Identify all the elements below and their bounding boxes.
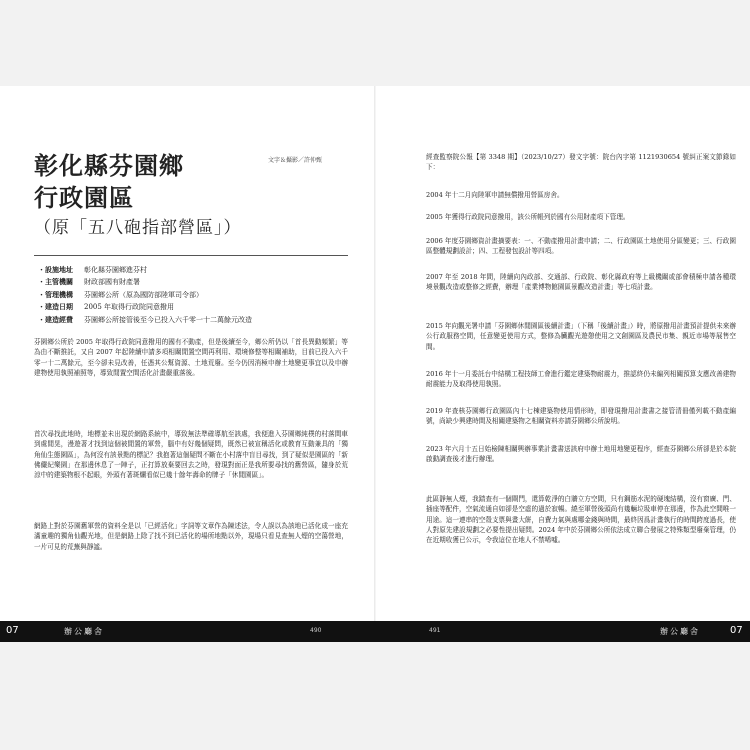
article-title [34,150,184,214]
fact-value: 彰化縣芬園鄉進芬村 [84,266,147,274]
fact-label: ・設施地址 [38,265,73,274]
fact-value: 2005 年取得行政院同意撥用 [84,303,175,312]
page-number-right: 491 [429,627,441,634]
section-label-left: 辦公廳舍 [64,627,104,636]
fact-value: 財政部國有財產署 [84,278,140,287]
fact-label: ・管理機構 [38,289,73,299]
chapter-number-left: 07 [6,625,19,636]
title-line-2: 行政園區 [34,183,134,212]
fact-cost [38,314,348,326]
book-spread [0,86,750,642]
body-paragraph: 2006 年度芬園鄉資計畫摘要表：一、不動產撥用計畫申請；二、行政園區土地使用分區變更；三、行政園區整體規劃設計；四、工程發包設計等四項。 [426,237,736,256]
fact-date [38,301,348,313]
body-paragraph: 芬園鄉公所於 2005 年取得行政院同意撥用的國有不動產，但是後續至今，鄉公所仍以「首長異動頻繁」等為由不斷推託，又自 2007 年起陸續申請多項相關閒置空間再利用、環境修整等相關補助，目前已投入六千零一十二萬餘元，至今卻未見改善，任憑其公幫資源、土地荒廢。至今仍因消極申辦土地變更事宜以及申辦建物使用執照補照等，導致閒置空間活化計畫嚴重落後。 [34,338,348,377]
chapter-number-right: 07 [730,625,743,636]
body-paragraph: 此區靜無人煙，我踏查有一個閘門，還算乾淨的白牆立方空間，只有鋼筋水泥的硬塊結構，沒有窗廣、門、插座等配件，空氣流通自如卻是空虛的過於寂暢。繞至軍營後頭尚有幾輛垃圾車停在那邊，作為此空間唯一用途。這一連串的空殼支票與畫大餅，自費力氣與處哪金錢與時間，最終因爲計畫執行的時間跨度過長，使人對原先建設規劃之必要性提出疑問。2024 年中於芬園鄉公所依法成立聯合發展之特殊類型廢棄管理，仍在近期收獲已公示，令我這位在地人不禁唏噓。 [426,495,736,545]
right-page [376,86,750,621]
fact-address [38,264,348,276]
fact-manager [38,289,348,301]
fact-label: ・主管機關 [38,277,73,287]
title-line-1: 彰化縣芬園鄉 [34,151,184,180]
body-paragraph: 2016 年十一月委託台中結構工程技師工會進行鑑定建築物耐震力，推認終仍未編列相關預算支應改善建物耐震能力及取得使用執照。 [426,370,736,389]
article-subtitle: （原「五八砲指部營區」） [34,218,242,238]
fact-value: 芬園鄉公所接管後至今已投入六千零一十二萬餘元改造 [84,315,252,324]
fact-authority [38,276,348,288]
left-page [0,86,374,621]
body-paragraph: 經查監察院公報【第 3348 期】（2023/10/27）發文字號：院台內字第 1121930654 號糾正案文節錄如下： [426,153,736,172]
fact-label: ・建造日期 [38,302,73,312]
body-paragraph: 2019 年查核芬園鄉行政園區內十七棟建築物使用情形時，即發現撥用計畫書之接管清冊僅列載不動產編號，尚缺少興建時間及相關建築物之相關資料亦請芬園鄉公所說明。 [426,407,736,426]
body-paragraph: 首次尋找此地時，地標並未出現於網路系統中，導致無法準確導航至該處，我便進入芬園鄉純樸的村落間車到處閒晃，漫遊著才找到這個被閒置的軍營，腦中有好幾個疑問，既然已被宣稱活化或教育互動兼具的「獨角仙生態園區」，為何沒有該景點的標記？我抱著這個疑問不斷在小村落中盲目尋找，到了疑似是園區的「新佛儼紀樂園」在那邊休息了一陣子，正打算放棄要回去之時，發現對面正是我所要尋找的舊營區，隨身於荒涼中的建築物根不起眼，外頭有著斑爛看似已幾十餘年壽命的牌子「休閒園區」。 [34,430,348,480]
title-divider [34,255,348,256]
body-paragraph: 2007 年至 2018 年間，陸續向內政部、交通部、行政院、彰化縣政府等上級機關或部會積極申請各種環境景觀改造或整修之經費，辦理「產業博物館園區景觀改造計畫」等七項計畫。 [426,273,736,292]
body-paragraph: 2015 年向觀光署申請「芬園鄉休閒園區後續計畫」（下稱「後續計畫」）時，將原撥用計畫預計提供未來辦公行政服務空間，任意變更使用方式，整修為臟觀光遊憩使用之文創園區及農民市集、親近市場等展售空間。 [426,322,736,351]
body-paragraph: 2004 年十二月向陸軍申請無償撥用營區房舍。 [426,191,564,199]
facts-list [38,264,348,326]
body-paragraph: 網路上對於芬園舊軍營的資料全是以「已經活化」字詞等文章作為陳述法，令人誤以為該地已活化成一座充滿童趣的獨角仙觀光地，但是網路上除了找不到已活化的場所地點以外，現場只看見查無人煙的空蕩營地，一片可見的荒蕪與靜謐。 [34,522,348,551]
page-number-left: 490 [310,627,322,634]
author-credit: 文字＆攝影／許仲甄 [268,157,323,164]
body-paragraph: 2023 年六月十五日始檢陳相關興辦事業計畫書送該府申辦土地用地變更程序，經查芬園鄉公所卻是於本院啟動調查後才進行辦理。 [426,445,736,464]
fact-value: 芬園鄉公所（原為國防部陸軍司令部） [84,290,203,299]
section-label-right: 辦公廳舍 [660,627,700,636]
fact-label: ・建造經費 [38,314,73,324]
body-paragraph: 2005 年獲得行政院同意撥用，該公所帳列於國有公用財產項下管理。 [426,213,630,221]
footer-bar [0,621,750,642]
